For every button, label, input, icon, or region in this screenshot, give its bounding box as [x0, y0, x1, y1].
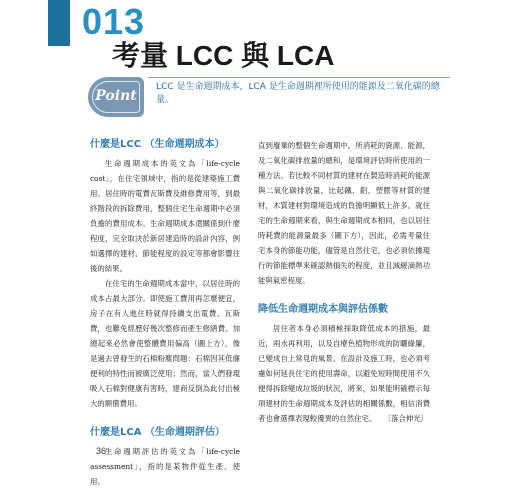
paragraph: 生命週期成本的英文為「life-cycle cost」，在住宅領域中，指的是從建築施工費用、居住時的電費瓦斯費及維修費用等，到最終階段的拆除費用，整個住宅生命週期中必須負擔的費用成本。生命週期成本還關係到什麼程度，完全取決於新居建造時的設計內容，例如選擇的建材、節能程度的設定等都會影響往後的結果。 — [90, 159, 240, 273]
chapter-tab-marker — [48, 0, 70, 46]
point-divider — [148, 77, 450, 78]
paragraph-text: 居住者本身必須積極採取降低成本的措施，最近，兩水再利用，以及自療色植物形成的防曬綠簾，已變成自上常見的風景。在設計及施工時，也必須考慮如何延長住宅的使用壽命，以避免短時間使用不久便得拆除變成垃圾的狀況，將來，如果能明確標示每項建材的生命週期成本及評估的相關係數，相信消費者也會選擇表現較優異的自然住宅。 — [258, 324, 430, 423]
paragraph — [258, 321, 430, 426]
section-heading-reduce: 降低生命週期成本與評估係數 — [258, 304, 388, 315]
point-label: Point — [95, 88, 137, 104]
page-number: 36 — [96, 446, 107, 456]
section-heading-lcc: 什麼是LCC （生命週期成本） — [90, 139, 225, 150]
spacer — [90, 411, 240, 426]
section-heading-lca: 什麼是LCA （生命週期評估） — [90, 427, 225, 438]
spacer — [258, 288, 430, 303]
right-column — [258, 138, 430, 426]
paragraph: 直到廢棄的整個生命週期中，所消耗的資源、能源，及二氧化碳排放量的總和，是環境評估時所使用的一種方法。若比較不同材質的建材在製造時消耗的能源與二氧化碳排放量，比起鐵、鋁、塑膠等材質的建材，木質建材對環境造成的負擔明顯低上許多。就住宅的生命週期來看，與生命週期成本相同，也以居住時耗費的能源量最多（圖下方），因此，必需考量住宅本身的節能功能，儘管是自然住宅，也必須依據現行的節能標準來確認熱損失的程度，並且減緩滴熱功能與氣密程度。 — [258, 141, 430, 285]
left-column — [90, 138, 240, 489]
paragraph: 在住宅的生命週期成本當中，以居住時的成本占最大部分。即使施工費用再怎麼便宜，房子在有人進住時就得持續支出電費、瓦斯費，也難免經歷好幾次整修而產生修繕費。加總起來必然會使整體費用偏高（圖上方），像是過去曾發生的石棉粉塵問題：石棉因其低廉便利的特性而被廣泛使用；然而，當人們發現吸入石棉對健康有害時，建商反倒為此付出極大的額償費用。 — [90, 279, 240, 408]
paragraph: 生命週期評估的英文為「life-cycle assessment」，指的是某物件從生產、使用、 — [90, 447, 240, 486]
point-summary-box — [88, 77, 450, 117]
chapter-number: 013 — [82, 1, 146, 42]
point-text: LCC 是生命週期成本，LCA 是生命週期裡所使用的能源及二氧化碳的總量。 — [156, 82, 440, 105]
page-title: 考量 LCC 與 LCA — [112, 40, 335, 71]
author-signature: 〔落合伸光〕 — [387, 414, 429, 423]
